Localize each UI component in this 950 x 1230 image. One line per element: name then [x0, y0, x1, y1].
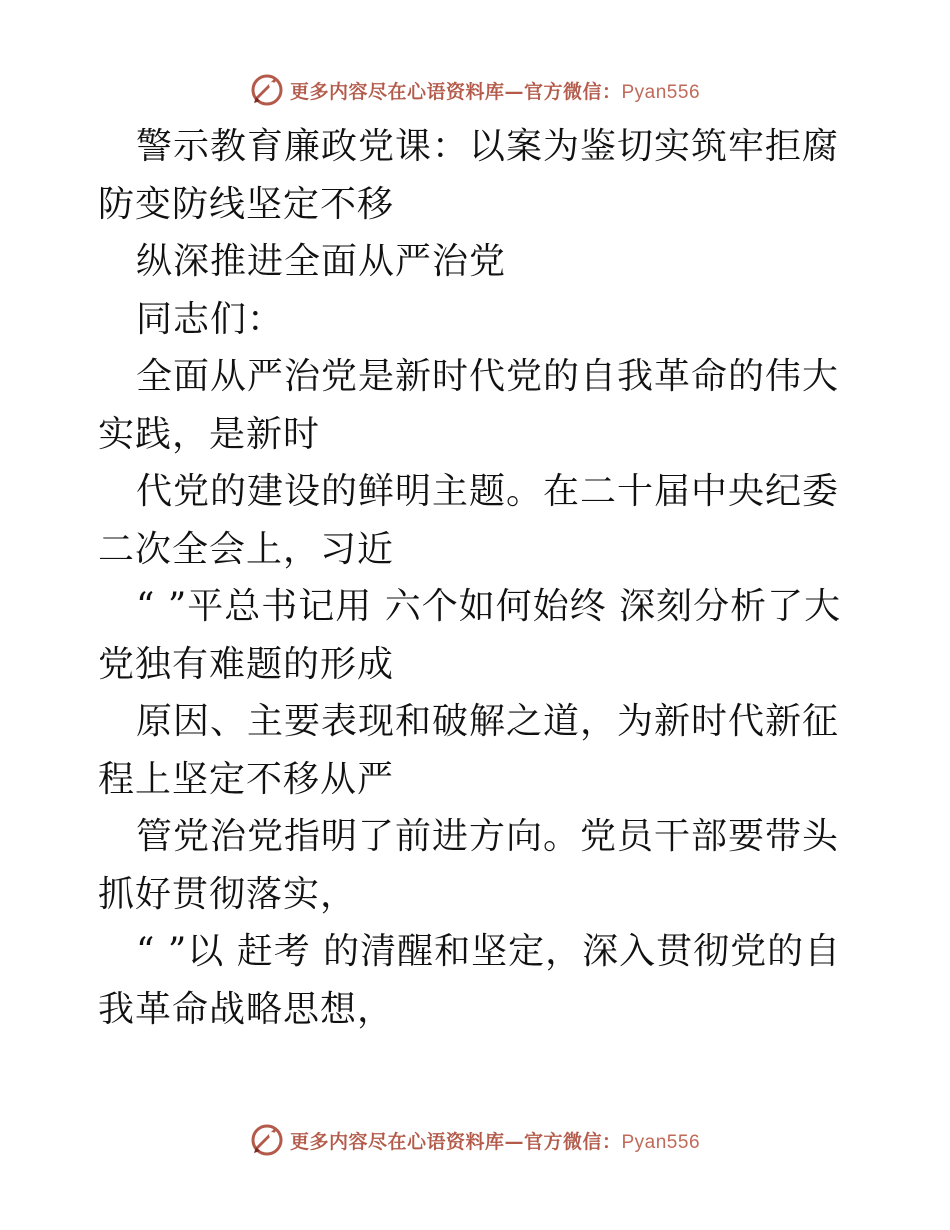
- header-watermark-banner: [0, 70, 950, 110]
- watermark-text: [290, 77, 700, 104]
- watermark-dash: —: [504, 80, 524, 103]
- watermark-wechat-label: 官方微信：: [523, 1130, 622, 1153]
- watermark-wechat-id: Pyan556: [621, 1131, 701, 1153]
- paragraph: 管党治党指明了前进方向。党员干部要带头抓好贯彻落实，: [98, 816, 840, 915]
- paragraph: 纵深推进全面从严治党: [136, 241, 507, 282]
- watermark-text: [290, 1127, 700, 1154]
- paragraph: 警示教育廉政党课：以案为鉴切实筑牢拒腐防变防线坚定不移: [98, 126, 840, 225]
- paragraph: 全面从严治党是新时代党的自我革命的伟大实践，是新时: [98, 356, 840, 455]
- watermark-main: 更多内容尽在心语资料库: [289, 80, 505, 103]
- watermark-dash: —: [504, 1130, 524, 1153]
- watermark-main: 更多内容尽在心语资料库: [289, 1130, 505, 1153]
- quill-pen-logo-icon: [250, 1123, 284, 1157]
- paragraph: “ ”以 赶考 的清醒和坚定，深入贯彻党的自我革命战略思想，: [98, 931, 842, 1030]
- paragraph: “ ”平总书记用 六个如何始终 深刻分析了大党独有难题的形成: [98, 586, 842, 685]
- paragraph: 同志们：: [136, 298, 285, 340]
- footer-watermark-banner: [0, 1120, 950, 1160]
- document-body: [98, 118, 858, 1038]
- watermark-wechat-label: 官方微信：: [523, 80, 622, 103]
- paragraph: 原因、主要表现和破解之道，为新时代新征程上坚定不移从严: [98, 701, 840, 800]
- quill-pen-logo-icon: [250, 73, 284, 107]
- watermark-wechat-id: Pyan556: [621, 81, 701, 103]
- paragraph: 代党的建设的鲜明主题。在二十届中央纪委二次全会上，习近: [98, 471, 840, 570]
